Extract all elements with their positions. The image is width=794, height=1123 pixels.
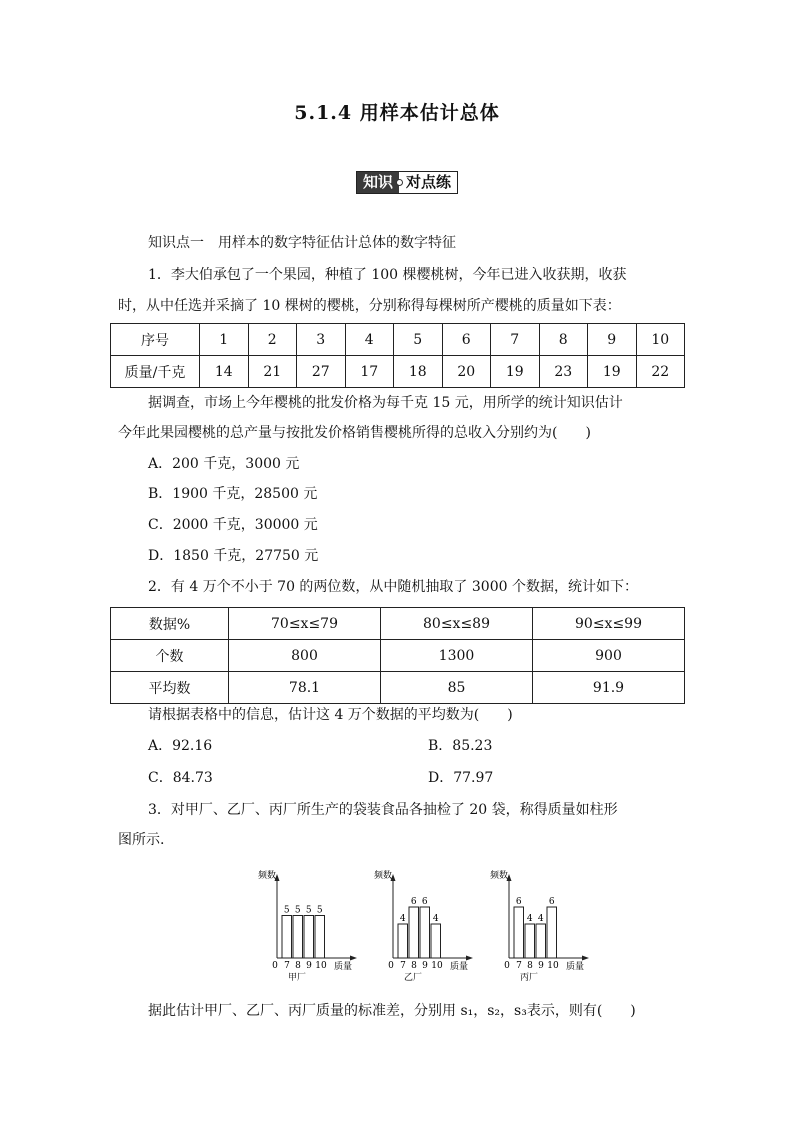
x-tick-label: 10 <box>315 961 327 971</box>
bar <box>315 916 325 959</box>
x-axis-arrow <box>582 956 589 961</box>
bar-value-label: 4 <box>526 914 533 924</box>
q1-cell: 21 <box>248 356 297 388</box>
x-tick-label: 7 <box>516 961 522 971</box>
bar-value-label: 6 <box>410 897 417 907</box>
q2-cell: 1300 <box>381 640 533 672</box>
q1-table-row-mass <box>111 356 685 388</box>
q1-cell: 17 <box>345 356 394 388</box>
q1-cell: 22 <box>636 356 685 388</box>
bar-value-label: 4 <box>399 914 406 924</box>
q1-table-row-index <box>111 324 685 356</box>
q1-option-d: D．1850 千克，27750 元 <box>148 548 319 564</box>
y-axis-label: 频数 <box>257 871 276 881</box>
bar-value-label: 5 <box>305 905 312 916</box>
section-heading: 知识点一 用样本的数字特征估计总体的数字特征 <box>148 235 456 251</box>
q2-cell: 900 <box>533 640 685 672</box>
bar-value-label: 6 <box>548 897 555 907</box>
x-tick-label: 8 <box>527 961 533 971</box>
bar <box>304 916 314 959</box>
q1-cell: 7 <box>491 324 540 356</box>
q2-header-cell: 90≤x≤99 <box>533 608 685 640</box>
q2-table-header <box>111 608 685 640</box>
q2-table <box>110 607 685 704</box>
bar <box>514 907 524 958</box>
q3-bar-charts <box>240 862 600 987</box>
bar-value-label: 5 <box>283 905 290 916</box>
bar-value-label: 6 <box>421 897 428 907</box>
q3-after: 据此估计甲厂、乙厂、丙厂质量的标准差，分别用 s₁，s₂，s₃表示，则有( ) <box>148 1003 636 1019</box>
q2-option-b: B．85.23 <box>428 738 493 754</box>
q1-line1: 1．李大伯承包了一个果园，种植了 100 棵樱桃树，今年已进入收获期，收获 <box>148 267 627 283</box>
q2-option-c: C．84.73 <box>148 770 213 786</box>
q2-cell: 85 <box>381 672 533 704</box>
bar <box>293 916 303 959</box>
bar <box>409 907 419 958</box>
q1-cell: 18 <box>394 356 443 388</box>
q1-row1-label: 序号 <box>111 324 200 356</box>
q2-cell: 91.9 <box>533 672 685 704</box>
q3-line2: 图所示. <box>118 832 165 848</box>
x-tick-label: 8 <box>411 961 417 971</box>
q1-cell: 8 <box>539 324 588 356</box>
x-tick-label: 7 <box>284 961 290 971</box>
q1-cell: 10 <box>636 324 685 356</box>
bar <box>282 916 292 959</box>
q1-cell: 20 <box>442 356 491 388</box>
bar-value-label: 6 <box>515 897 522 907</box>
q2-cell: 78.1 <box>229 672 381 704</box>
bar-value-label: 4 <box>537 914 544 924</box>
bar <box>431 924 441 958</box>
q1-option-c: C．2000 千克，30000 元 <box>148 517 318 533</box>
q1-cell: 3 <box>297 324 346 356</box>
q1-after2: 今年此果园樱桃的总产量与按批发价格销售樱桃所得的总收入分别约为( ) <box>118 425 591 441</box>
x-tick-label: 0 <box>504 961 510 971</box>
q2-avg-label: 平均数 <box>111 672 229 704</box>
x-axis-arrow <box>466 956 473 961</box>
q3-line1: 3．对甲厂、乙厂、丙厂所生产的袋装食品各抽检了 20 袋，称得质量如柱形 <box>148 802 618 818</box>
q1-cell: 5 <box>394 324 443 356</box>
bar-value-label: 5 <box>294 905 301 916</box>
q2-line1: 2．有 4 万个不小于 70 的两位数，从中随机抽取了 3000 个数据，统计如下： <box>148 579 638 595</box>
bar <box>547 907 557 958</box>
chart-title: 甲厂 <box>287 973 307 983</box>
q1-cell: 14 <box>200 356 249 388</box>
y-axis-label: 频数 <box>489 871 508 881</box>
x-tick-label: 0 <box>272 961 278 971</box>
x-axis-label: 质量 <box>333 962 353 972</box>
badge-dot <box>396 179 403 186</box>
x-tick-label: 9 <box>422 961 428 971</box>
q2-cell: 800 <box>229 640 381 672</box>
q2-header-cell: 70≤x≤79 <box>229 608 381 640</box>
q1-cell: 6 <box>442 324 491 356</box>
q1-cell: 19 <box>491 356 540 388</box>
q1-after1: 据调查，市场上今年樱桃的批发价格为每千克 15 元，用所学的统计知识估计 <box>148 395 623 411</box>
x-tick-label: 8 <box>295 961 301 971</box>
q2-option-d: D．77.97 <box>428 770 494 786</box>
q2-option-a: A．92.16 <box>148 738 213 754</box>
q2-header-cell: 80≤x≤89 <box>381 608 533 640</box>
badge-right: 对点练 <box>400 172 457 193</box>
q2-table-row-count <box>111 640 685 672</box>
x-axis-label: 质量 <box>565 962 585 972</box>
bar <box>525 924 535 958</box>
badge-left: 知识 <box>357 172 399 193</box>
q1-row2-label: 质量/千克 <box>111 356 200 388</box>
chart-title: 乙厂 <box>403 973 423 983</box>
q1-table <box>110 323 685 388</box>
page-title: 5.1.4 用样本估计总体 <box>294 102 500 124</box>
bar <box>536 924 546 958</box>
q2-table-row-avg <box>111 672 685 704</box>
bar <box>420 907 430 958</box>
q1-cell: 2 <box>248 324 297 356</box>
x-tick-label: 7 <box>400 961 406 971</box>
q1-option-a: A．200 千克，3000 元 <box>148 456 300 472</box>
bar <box>398 924 408 958</box>
q1-cell: 1 <box>200 324 249 356</box>
chart-title: 丙厂 <box>519 973 539 983</box>
q2-ask: 请根据表格中的信息，估计这 4 万个数据的平均数为( ) <box>148 707 513 723</box>
section-badge <box>356 171 458 194</box>
x-tick-label: 0 <box>388 961 394 971</box>
bar-value-label: 5 <box>316 905 323 916</box>
q1-cell: 9 <box>588 324 637 356</box>
x-axis-label: 质量 <box>449 962 469 972</box>
x-axis-arrow <box>350 956 357 961</box>
q1-cell: 27 <box>297 356 346 388</box>
q1-cell: 23 <box>539 356 588 388</box>
q2-count-label: 个数 <box>111 640 229 672</box>
q1-cell: 19 <box>588 356 637 388</box>
q2-header-cell: 数据% <box>111 608 229 640</box>
x-tick-label: 10 <box>431 961 443 971</box>
bar-value-label: 4 <box>432 914 439 924</box>
x-tick-label: 9 <box>538 961 544 971</box>
x-tick-label: 9 <box>306 961 312 971</box>
x-tick-label: 10 <box>547 961 559 971</box>
y-axis-label: 频数 <box>373 871 392 881</box>
q1-cell: 4 <box>345 324 394 356</box>
q1-line2: 时，从中任选并采摘了 10 棵树的樱桃，分别称得每棵树所产樱桃的质量如下表： <box>118 298 621 314</box>
q1-option-b: B．1900 千克，28500 元 <box>148 486 318 502</box>
